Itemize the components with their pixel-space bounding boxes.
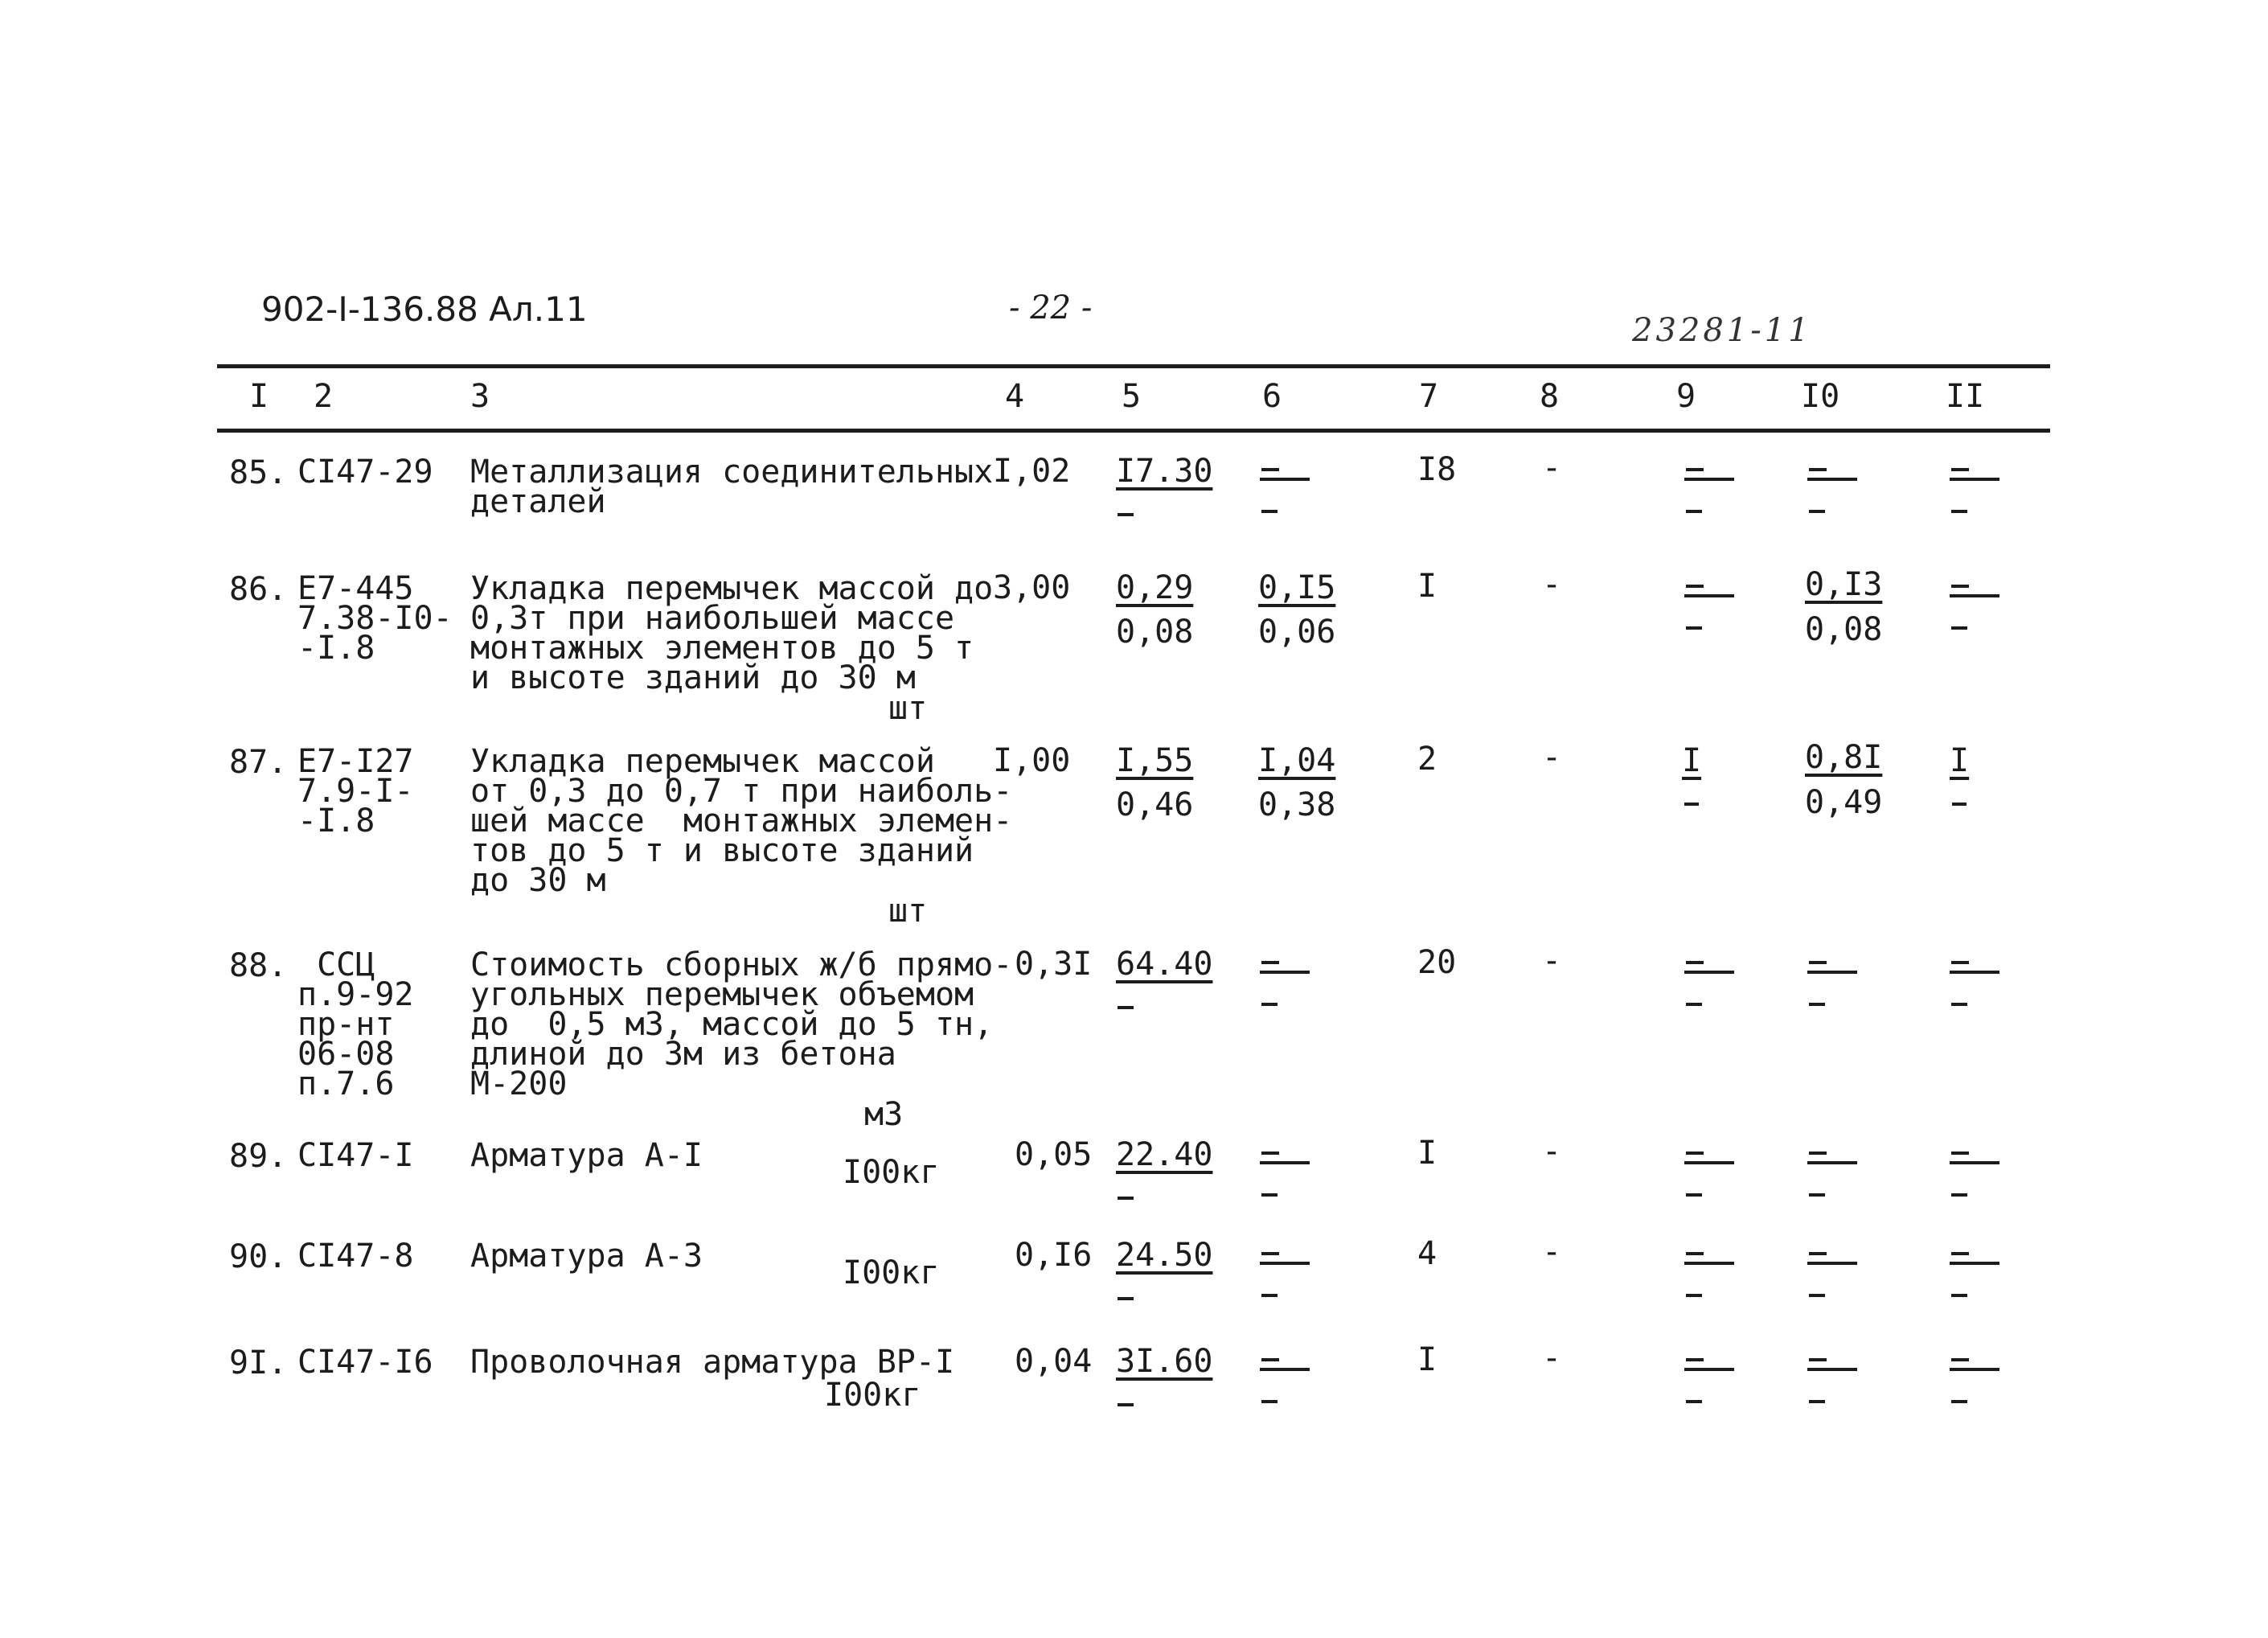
- col6-dash-bottom: [1261, 1003, 1278, 1006]
- col11-dash-bottom: [1951, 626, 1967, 630]
- col7-value: I8: [1417, 451, 1457, 488]
- col5-bottom-dash: [1118, 513, 1134, 516]
- col6-dash-top-long: [1260, 1368, 1310, 1371]
- col10-bottom-value: 0,08: [1805, 611, 1883, 648]
- row-description-line: от 0,3 до 0,7 т при наиболь-: [470, 773, 1013, 810]
- column-header-11: II: [1946, 378, 1985, 415]
- column-header-7: 7: [1419, 378, 1439, 415]
- col9-dash-bottom: [1686, 626, 1702, 630]
- row-description-line: Проволочная арматура ВР-I: [470, 1344, 955, 1381]
- col9-dash-top-short: [1686, 585, 1704, 588]
- col4-value: 0,04: [1015, 1343, 1093, 1380]
- row-code-line: -I.8: [297, 630, 375, 667]
- col6-dash-top-long: [1260, 478, 1310, 481]
- col9-dash-bottom: [1686, 1003, 1702, 1006]
- col10-dash-top-short: [1809, 1358, 1827, 1361]
- row-unit: шт: [888, 690, 928, 727]
- col8-value: -: [1542, 739, 1562, 776]
- col9-bottom-dash: [1684, 803, 1699, 806]
- row-number: 85.: [229, 454, 288, 491]
- col11-dash-top-long: [1950, 594, 1999, 597]
- row-description-line: угольных перемычек объемом: [470, 976, 974, 1013]
- column-header-4: 4: [1005, 378, 1025, 415]
- col11-dash-bottom: [1951, 510, 1967, 513]
- col11-top-value: I: [1950, 742, 1970, 779]
- col6-dash-top-short: [1261, 1152, 1279, 1155]
- col9-dash-top-long: [1684, 594, 1734, 597]
- row-code-line: CI47-I: [297, 1137, 414, 1174]
- page-number: - 22 -: [1009, 289, 1093, 326]
- col10-dash-bottom: [1809, 1400, 1825, 1403]
- col5-top-value: 22.40: [1116, 1136, 1213, 1173]
- col10-dash-top-short: [1809, 468, 1827, 471]
- row-unit: I00кг: [824, 1377, 921, 1414]
- row-description-line: Укладка перемычек массой до: [470, 570, 994, 607]
- column-header-3: 3: [470, 378, 490, 415]
- row-description-line: Укладка перемычек массой: [470, 743, 935, 780]
- row-unit: I00кг: [843, 1154, 940, 1191]
- col7-value: 2: [1417, 741, 1437, 778]
- col11-dash-top-long: [1950, 1262, 1999, 1265]
- row-code-line: E7-445: [297, 570, 414, 607]
- col4-value: 0,3I: [1015, 946, 1093, 983]
- column-header-5: 5: [1122, 378, 1142, 415]
- col11-bottom-dash: [1952, 803, 1967, 806]
- table-top-rule: [217, 364, 2050, 368]
- row-description-line: и высоте зданий до 30 м: [470, 659, 916, 696]
- row-description-line: деталей: [470, 483, 606, 520]
- row-code-line: 7.38-I0-: [297, 600, 453, 637]
- table-header-rule: [217, 429, 2050, 433]
- col11-dash-bottom: [1951, 1193, 1967, 1197]
- col5-top-value: 64.40: [1116, 946, 1213, 983]
- col11-dash-bottom: [1951, 1003, 1967, 1006]
- col9-dash-bottom: [1686, 1294, 1702, 1297]
- col7-value: I: [1417, 1135, 1437, 1172]
- row-description-line: Металлизация соединительных: [470, 454, 994, 491]
- col5-top-value: 3I.60: [1116, 1343, 1213, 1380]
- col11-dash-top-long: [1950, 1161, 1999, 1164]
- col9-dash-top-short: [1686, 1252, 1704, 1255]
- col9-dash-top-long: [1684, 971, 1734, 974]
- row-number: 9I.: [229, 1344, 288, 1381]
- col6-dash-top-short: [1261, 961, 1279, 964]
- col8-value: -: [1542, 566, 1562, 603]
- row-code-line: -I.8: [297, 803, 375, 840]
- col11-dash-top-long: [1950, 971, 1999, 974]
- col9-dash-bottom: [1686, 1400, 1702, 1403]
- col6-dash-top-short: [1261, 1358, 1279, 1361]
- row-code-line: 7.9-I-: [297, 773, 414, 810]
- row-number: 88.: [229, 947, 288, 984]
- col4-value: 0,05: [1015, 1136, 1093, 1173]
- col9-dash-bottom: [1686, 1193, 1702, 1197]
- row-number: 86.: [229, 571, 288, 608]
- col10-dash-top-short: [1809, 1252, 1827, 1255]
- row-code-line: ССЦ: [297, 946, 375, 983]
- col10-dash-top-long: [1807, 1368, 1857, 1371]
- col10-dash-bottom: [1809, 1003, 1825, 1006]
- column-header-6: 6: [1262, 378, 1282, 415]
- col6-dash-bottom: [1261, 1400, 1278, 1403]
- column-header-9: 9: [1676, 378, 1696, 415]
- row-unit: I00кг: [843, 1254, 940, 1291]
- col9-dash-top-short: [1686, 1152, 1704, 1155]
- col9-dash-top-short: [1686, 468, 1704, 471]
- row-code-line: пр-нт: [297, 1006, 395, 1043]
- row-unit: шт: [888, 893, 928, 930]
- col8-value: -: [1542, 450, 1562, 486]
- col6-bottom-value: 0,38: [1258, 786, 1336, 823]
- row-description-line: монтажных элементов до 5 т: [470, 630, 974, 667]
- row-description-line: длиной до 3м из бетона: [470, 1036, 896, 1073]
- col11-dash-bottom: [1951, 1294, 1967, 1297]
- row-description-line: 0,3т при наибольшей массе: [470, 600, 955, 637]
- col10-top-value: 0,I3: [1805, 566, 1883, 603]
- col5-bottom-dash: [1118, 1197, 1134, 1200]
- col11-dash-top-short: [1951, 1358, 1969, 1361]
- col11-dash-top-short: [1951, 1152, 1969, 1155]
- col6-dash-top-long: [1260, 1161, 1310, 1164]
- row-description-line: Стоимость сборных ж/б прямо-: [470, 946, 1013, 983]
- row-code-line: E7-I27: [297, 743, 414, 780]
- col6-top-value: 0,I5: [1258, 569, 1336, 606]
- col6-dash-bottom: [1261, 1294, 1278, 1297]
- col9-dash-top-long: [1684, 1161, 1734, 1164]
- row-description-line: Арматура А-3: [470, 1238, 703, 1275]
- row-code-line: п.9-92: [297, 976, 414, 1013]
- row-code-line: 06-08: [297, 1036, 395, 1073]
- col8-value: -: [1542, 1340, 1562, 1377]
- col7-value: 20: [1417, 944, 1457, 981]
- col6-dash-bottom: [1261, 510, 1278, 513]
- col10-dash-bottom: [1809, 510, 1825, 513]
- col5-top-value: I,55: [1116, 742, 1194, 779]
- col9-top-value: I: [1682, 742, 1702, 779]
- col11-dash-top-long: [1950, 1368, 1999, 1371]
- col10-dash-bottom: [1809, 1193, 1825, 1197]
- col4-value: 3,00: [993, 569, 1071, 606]
- col8-value: -: [1542, 1133, 1562, 1170]
- document-code: 902-I-136.88 Ал.11: [261, 289, 588, 329]
- col9-dash-top-long: [1684, 1368, 1734, 1371]
- col6-dash-top-long: [1260, 1262, 1310, 1265]
- row-code-line: CI47-29: [297, 454, 433, 491]
- col9-dash-bottom: [1686, 510, 1702, 513]
- col10-dash-top-long: [1807, 971, 1857, 974]
- column-header-8: 8: [1540, 378, 1560, 415]
- column-header-2: 2: [314, 378, 334, 415]
- col11-dash-top-long: [1950, 478, 1999, 481]
- row-description-line: тов до 5 т и высоте зданий: [470, 832, 974, 869]
- col5-bottom-dash: [1118, 1006, 1134, 1009]
- col9-dash-top-short: [1686, 961, 1704, 964]
- row-number: 89.: [229, 1138, 288, 1175]
- row-code-line: CI47-I6: [297, 1344, 433, 1381]
- col8-value: -: [1542, 942, 1562, 979]
- col10-dash-top-long: [1807, 1262, 1857, 1265]
- col5-bottom-dash: [1118, 1403, 1134, 1406]
- row-code-line: CI47-8: [297, 1238, 414, 1275]
- col5-top-value: 24.50: [1116, 1237, 1213, 1274]
- col10-dash-top-long: [1807, 1161, 1857, 1164]
- col6-dash-top-short: [1261, 1252, 1279, 1255]
- row-number: 90.: [229, 1238, 288, 1275]
- col6-top-value: I,04: [1258, 742, 1336, 779]
- col6-dash-bottom: [1261, 1193, 1278, 1197]
- col9-dash-top-short: [1686, 1358, 1704, 1361]
- column-header-10: I0: [1801, 378, 1840, 415]
- col10-dash-top-long: [1807, 478, 1857, 481]
- col6-dash-top-short: [1261, 468, 1279, 471]
- col6-bottom-value: 0,06: [1258, 614, 1336, 651]
- col4-value: I,00: [993, 742, 1071, 779]
- col11-dash-bottom: [1951, 1400, 1967, 1403]
- row-description-line: Арматура А-I: [470, 1137, 703, 1174]
- inventory-number: 23281-11: [1632, 312, 1812, 349]
- row-description-line: до 30 м: [470, 862, 606, 899]
- col10-bottom-value: 0,49: [1805, 784, 1883, 821]
- col10-dash-top-short: [1809, 1152, 1827, 1155]
- col4-value: I,02: [993, 453, 1071, 490]
- col5-bottom-value: 0,46: [1116, 786, 1194, 823]
- col11-dash-top-short: [1951, 468, 1969, 471]
- row-unit: м3: [864, 1096, 904, 1133]
- col11-dash-top-short: [1951, 1252, 1969, 1255]
- col4-value: 0,I6: [1015, 1237, 1093, 1274]
- row-description-line: М-200: [470, 1065, 568, 1102]
- col9-dash-top-long: [1684, 478, 1734, 481]
- col5-bottom-dash: [1118, 1297, 1134, 1300]
- column-header-1: I: [249, 378, 269, 415]
- col11-dash-top-short: [1951, 585, 1969, 588]
- col11-dash-top-short: [1951, 961, 1969, 964]
- col7-value: I: [1417, 1341, 1437, 1378]
- row-description-line: до 0,5 м3, массой до 5 тн,: [470, 1006, 994, 1043]
- col10-dash-bottom: [1809, 1294, 1825, 1297]
- col10-dash-top-short: [1809, 961, 1827, 964]
- col9-dash-top-long: [1684, 1262, 1734, 1265]
- col8-value: -: [1542, 1234, 1562, 1271]
- col5-bottom-value: 0,08: [1116, 614, 1194, 651]
- col7-value: 4: [1417, 1235, 1437, 1272]
- col5-top-value: 0,29: [1116, 569, 1194, 606]
- col7-value: I: [1417, 568, 1437, 605]
- col5-top-value: I7.30: [1116, 453, 1213, 490]
- row-number: 87.: [229, 744, 288, 781]
- row-code-line: п.7.6: [297, 1065, 395, 1102]
- col6-dash-top-long: [1260, 971, 1310, 974]
- col10-top-value: 0,8I: [1805, 739, 1883, 776]
- row-description-line: шей массе монтажных элемен-: [470, 803, 1013, 840]
